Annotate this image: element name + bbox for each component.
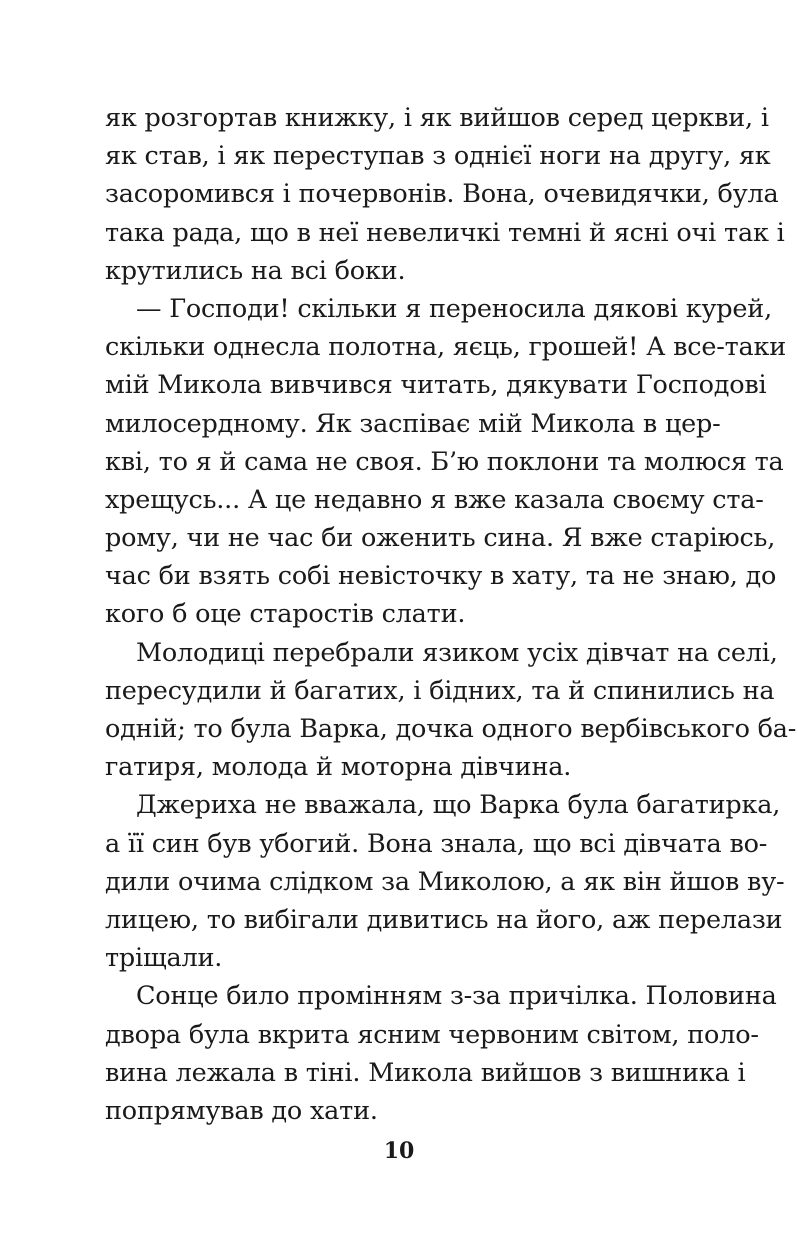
text-line: хрещусь... А це недавно я вже казала своєму ста- (105, 484, 764, 515)
text-line: крутились на всі боки. (105, 255, 406, 286)
text-line: гатиря, молода й моторна дівчина. (105, 752, 572, 783)
paragraph (105, 99, 785, 290)
text-line: — Господи! скільки я переносила дякові курей, (136, 293, 772, 324)
text-line: кого б оце старостів слати. (105, 599, 466, 630)
text-line: тріщали. (105, 943, 223, 974)
text-line: кві, то я й сама не своя. Б’ю поклони та молюся та (105, 446, 784, 477)
text-line: рому, чи не час би оженить сина. Я вже старіюсь, (105, 523, 776, 554)
paragraph (105, 634, 797, 787)
text-line: така рада, що в неї невеличкі темні й ясні очі так і (105, 217, 785, 248)
text-line: Сонце било промінням з-за причілка. Половина (136, 981, 777, 1012)
text-line: пересудили й багатих, і бідних, та й спинились на (105, 675, 775, 706)
paragraph (105, 290, 787, 634)
text-line: милосердному. Як заспіває мій Микола в цер- (105, 408, 721, 439)
text-line: час би взять собі невісточку в хату, та не знаю, до (105, 561, 777, 592)
paragraph (105, 786, 785, 977)
text-line: вина лежала в тіні. Микола вийшов з вишника і (105, 1057, 746, 1088)
paragraph (105, 977, 777, 1130)
text-line: а її син був убогий. Вона знала, що всі дівчата во- (105, 828, 768, 859)
text-line: дили очима слідком за Миколою, а як він йшов ву- (105, 866, 785, 897)
text-line: двора була вкрита ясним червоним світом, поло- (105, 1019, 759, 1050)
text-line: лицею, то вибігали дивитись на його, аж перелази (105, 904, 783, 935)
text-line: як став, і як переступав з однієї ноги на другу, як (105, 141, 771, 172)
text-line: Джериха не вважала, що Варка була багатирка, (136, 790, 781, 821)
text-line: одній; то була Варка, дочка одного вербівського ба- (105, 714, 797, 744)
text-line: скільки однесла полотна, яєць, грошей! А все-таки (105, 332, 787, 363)
text-line: засоромився і почервонів. Вона, очевидячки, була (105, 179, 779, 210)
text-line: Молодиці перебрали язиком усіх дівчат на селі, (136, 637, 778, 668)
page-number: 10 (383, 1138, 415, 1164)
text-line: мій Микола вивчився читать, дякувати Господові (105, 370, 767, 401)
text-line: попрямував до хати. (105, 1095, 378, 1126)
text-body (105, 99, 797, 1130)
text-line: як розгортав книжку, і як вийшов серед церкви, і (105, 103, 769, 133)
